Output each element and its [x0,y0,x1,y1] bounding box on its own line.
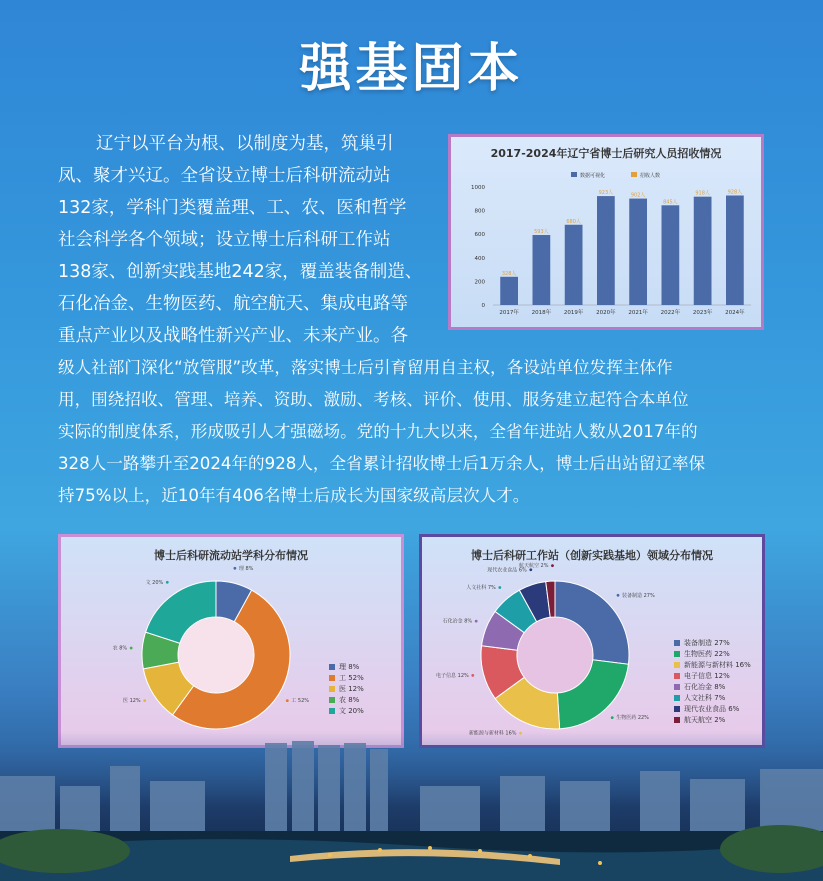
legend-label: 理 8% [339,663,360,671]
slice-callout-label: 生物医药 22% [616,715,649,722]
field-donut-chart [419,534,765,748]
paragraph-line: 凤、聚才兴辽。全省设立博士后科研流动站 [58,166,391,186]
slice-callout-label: 人文社科 7% [466,584,496,591]
legend-swatch [674,673,680,679]
slice-callout-label: 工 52% [291,698,310,705]
bar [597,196,615,305]
legend-swatch [674,640,680,646]
legend-label: 现代农业食品 6% [684,705,740,713]
y-tick-label: 0 [481,303,485,309]
legend-swatch [571,172,577,177]
legend-swatch [329,708,335,714]
bar-chart-svg [451,137,761,327]
legend-label: 装备制造 27% [684,639,730,647]
legend-label: 医 12% [339,685,364,693]
slice-callout-label: 农 8% [112,645,128,652]
paragraph-line: 重点产业以及战略性新兴产业、未来产业。各 [58,326,408,346]
slice-callout-label: 石化冶金 8% [442,618,473,625]
paragraph-line: 328人一路攀升至2024年的928人，全省累计招收博士后1万余人，博士后出站留辽率保 [58,454,706,473]
paragraph-line: 实际的制度体系，形成吸引人才强磁场。党的十九大以来，全省年进站人数从2017年的 [58,422,698,441]
bar-data-label: 918人 [695,190,710,197]
legend-swatch [674,651,680,657]
paragraph-line: 级人社部门深化“放管服”改革，落实博士后引育留用自主权，各设站单位发挥主体作 [58,358,673,377]
page-title: 强基固本 [299,39,524,99]
city-skyline-image [0,731,823,881]
legend-label: 航天航空 2% [684,716,726,724]
legend-label: 农 8% [339,696,360,704]
callout-dot [130,647,133,650]
paragraph-line: 社会科学各个领域；设立博士后科研工作站 [58,230,391,250]
legend-label: 招收人数 [640,173,661,179]
x-tick-label: 2022年 [660,310,681,316]
paragraph-line: 辽宁以平台为根、以制度为基，筑巢引 [96,134,394,154]
y-tick-label: 200 [474,279,485,286]
slice-callout-label: 现代农业食品 6% [487,567,527,574]
legend-label: 工 52% [339,674,364,682]
bar-chart-legend [571,172,660,179]
bar-data-label: 680人 [566,218,581,225]
x-tick-label: 2024年 [725,310,745,316]
bar [500,277,518,305]
field-donut-svg [422,537,762,745]
bar-data-label: 928人 [727,189,743,196]
legend-swatch [674,695,680,701]
callout-dot [233,567,236,570]
discipline-donut-chart [58,534,404,748]
slice-callout-label: 文 20% [145,579,164,586]
paragraph-line: 132家，学科门类覆盖理、工、农、医和哲学 [58,198,407,218]
bar-data-label: 328人 [501,270,517,277]
legend-swatch [631,172,637,177]
x-tick-label: 2018年 [531,310,552,316]
bar [662,205,680,305]
legend-label: 文 20% [339,707,364,715]
bar-data-label: 923人 [598,190,614,197]
bar-data-label: 902人 [630,192,646,199]
donut-center [518,618,593,693]
discipline-chart-title: 博士后科研流动站学科分布情况 [154,549,308,562]
bar [694,197,712,305]
legend-swatch [329,664,335,670]
legend-label: 电子信息 12% [684,672,730,680]
callout-dot [498,586,501,589]
legend-swatch [674,706,680,712]
legend-label: 生物医药 22% [684,650,730,658]
legend-swatch [674,662,680,668]
paragraph-line: 持75%以上，近10年有406名博士后成长为国家级高层次人才。 [58,486,530,505]
donut-legend [329,663,364,715]
x-tick-label: 2021年 [628,310,648,316]
legend-swatch [674,717,680,723]
slice-callout-label: 电子信息 12% [436,672,469,679]
y-tick-label: 800 [474,208,485,215]
paragraph-line: 用，围绕招收、管理、培养、资助、激励、考核、评价、使用、服务建立起符合本单位 [58,390,689,409]
discipline-donut-svg [61,537,401,745]
legend-label: 新能源与新材料 16% [684,661,751,669]
x-tick-label: 2023年 [692,310,713,316]
y-tick-label: 600 [474,232,485,239]
bar-chart-bars [499,188,745,316]
y-tick-label: 1000 [471,185,485,191]
legend-label: 石化冶金 8% [684,683,726,691]
bar-data-label: 845人 [663,199,678,206]
legend-label: 人文社科 7% [684,694,726,702]
paragraph-line: 138家、创新实践基地242家，覆盖装备制造、 [58,262,423,282]
callout-dot [475,620,478,623]
slice-callout-label: 理 8% [238,565,254,572]
callout-dot [143,699,146,702]
bar-data-label: 593人 [534,229,549,236]
x-tick-label: 2019年 [563,310,584,316]
callout-dot [551,564,554,567]
donut-legend [674,638,751,724]
callout-dot [471,674,474,677]
bar [533,235,551,305]
slice-callout-label: 医 12% [122,698,141,705]
bar [726,195,744,305]
bar [565,225,583,305]
donut-center [179,618,254,693]
recruitment-bar-chart [448,134,764,330]
callout-dot [166,581,169,584]
callout-dot [617,594,620,597]
x-tick-label: 2017年 [499,310,519,316]
slice-callout-label: 装备制造 27% [622,592,655,599]
callout-dot [611,716,614,719]
x-tick-label: 2020年 [596,310,616,316]
legend-swatch [329,675,335,681]
paragraph-line: 石化冶金、生物医药、航空航天、集成电路等 [58,294,408,314]
slice-callout-label: 航天航空 2% [518,563,549,570]
bar-chart-title: 2017-2024年辽宁省博士后研究人员招收情况 [490,147,722,160]
legend-swatch [674,684,680,690]
y-tick-label: 400 [474,255,485,262]
legend-swatch [329,686,335,692]
legend-swatch [329,697,335,703]
legend-label: 数据可视化 [580,173,606,179]
field-chart-title: 博士后科研工作站（创新实践基地）领域分布情况 [471,549,713,562]
bar [629,199,647,305]
callout-dot [286,699,289,702]
